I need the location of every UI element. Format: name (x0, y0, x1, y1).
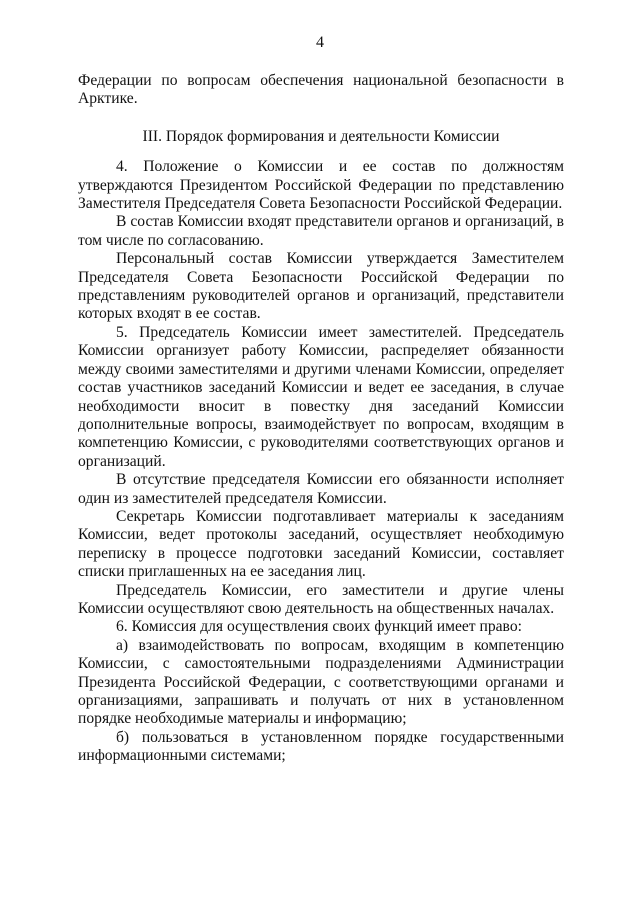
paragraph-positions: 4. Положение о Комиссии и ее состав по должностям утверждаются Президентом Российской Федерации по представлению Заместителя Председателя Совета Безопасности Российской Федерации. (78, 158, 564, 213)
continuation-paragraph: Федерации по вопросам обеспечения национальной безопасности в Арктике. (78, 72, 564, 108)
paragraph-secretary: Секретарь Комиссии подготавливает материалы к заседаниям Комиссии, ведет протоколы заседаний, осуществляет необходимую переписку в процессе подготовки заседаний Комиссии, составляет списки приглашенных на ее заседания лиц. (78, 507, 564, 581)
paragraph-membership: В состав Комиссии входят представители органов и организаций, в том числе по согласованию. (78, 213, 564, 249)
paragraph-rights-intro: 6. Комиссия для осуществления своих функций имеет право: (116, 618, 522, 636)
paragraph-right-b: б) пользоваться в установленном порядке государственными информационными системами; (78, 728, 564, 765)
section-heading: III. Порядок формирования и деятельности Комиссии (142, 127, 500, 145)
paragraph-personal-composition: Персональный состав Комиссии утверждается Заместителем Председателя Совета Безопасности Российской Федерации по представлениям руководителей органов и организаций, представители которых входят в ее состав. (78, 250, 564, 323)
paragraph-public-basis: Председатель Комиссии, его заместители и другие члены Комиссии осуществляют свою деятельность на общественных началах. (78, 581, 564, 617)
paragraph-chairman: 5. Председатель Комиссии имеет заместителей. Председатель Комиссии организует работу Комиссии, распределяет обязанности между своими заместителями и другими членами Комиссии, определяет состав участников заседаний Комиссии и ведет ее заседания, в случае необходимости вносит в повестку дня заседаний Комиссии дополнительные вопросы, взаимодействует по вопросам, входящим в компетенцию Комиссии, с руководителями соответствующих органов и организаций. (78, 323, 564, 470)
paragraph-chairman-absence: В отсутствие председателя Комиссии его обязанности исполняет один из заместителей председателя Комиссии. (78, 471, 564, 507)
paragraph-right-a: а) взаимодействовать по вопросам, входящим в компетенцию Комиссии, с самостоятельными подразделениями Администрации Президента Российской Федерации, с соответствующими органами и организациями, запрашивать и получать от них в установленном порядке необходимые материалы и информацию; (78, 636, 564, 728)
document-body (78, 72, 564, 766)
page-number: 4 (316, 34, 324, 51)
